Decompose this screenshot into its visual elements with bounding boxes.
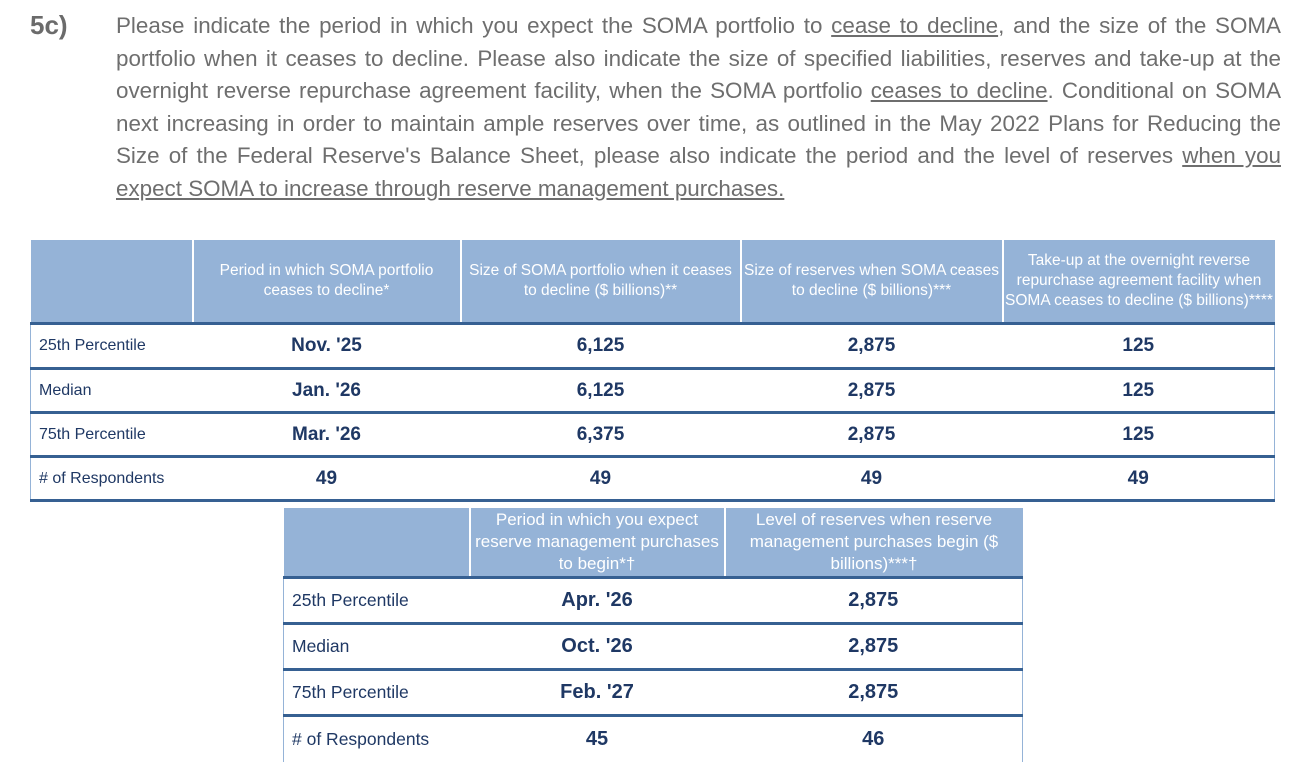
question-underlined-phrase: when you expect SOMA to increase through reserve management purchases. xyxy=(116,143,1281,201)
table-header-row xyxy=(284,508,1023,578)
table-cell: 125 xyxy=(1003,324,1275,369)
table-cell: Apr. '26 xyxy=(470,578,725,624)
table-row xyxy=(31,369,1275,413)
row-label: Median xyxy=(284,624,470,670)
table-cell: 6,125 xyxy=(461,369,741,413)
table-row xyxy=(31,413,1275,457)
row-label: Median xyxy=(31,369,193,413)
table-cell: 49 xyxy=(741,457,1003,501)
question-text-part: . Conditional on SOMA next increasing in order to maintain ample reserves over time, as outlined in the May 2022 Plans for Reducing the Size of the Federal Reserve's Balance Sheet, please also indicate the period and the level of reserves xyxy=(116,78,1281,168)
row-label: 75th Percentile xyxy=(31,413,193,457)
table-row xyxy=(284,624,1023,670)
table-row xyxy=(284,716,1023,762)
row-label: # of Respondents xyxy=(31,457,193,501)
table-row xyxy=(31,324,1275,369)
column-header: Period in which SOMA portfolio ceases to decline* xyxy=(193,240,461,324)
table-cell: Mar. '26 xyxy=(193,413,461,457)
soma-decline-table xyxy=(30,240,1275,502)
row-label: 75th Percentile xyxy=(284,670,470,716)
column-header: Take-up at the overnight reverse repurchase agreement facility when SOMA ceases to decline ($ billions)**** xyxy=(1003,240,1275,324)
column-header: Size of SOMA portfolio when it ceases to decline ($ billions)** xyxy=(461,240,741,324)
table-cell: 2,875 xyxy=(725,670,1023,716)
question-text-part: , and the size of the SOMA portfolio when it ceases to decline. Please also indicate the size of specified liabilities, reserves and take-up at the overnight reverse repurchase agreement facility, when the SOMA portfolio xyxy=(116,13,1281,103)
table-cell: Jan. '26 xyxy=(193,369,461,413)
table-cell: 49 xyxy=(193,457,461,501)
row-label-header xyxy=(284,508,470,578)
table-cell: Feb. '27 xyxy=(470,670,725,716)
question-underlined-phrase: cease to decline xyxy=(831,13,998,38)
column-header: Level of reserves when reserve management purchases begin ($ billions)***† xyxy=(725,508,1023,578)
table-cell: Nov. '25 xyxy=(193,324,461,369)
table-header-row xyxy=(31,240,1275,324)
table-cell: 125 xyxy=(1003,413,1275,457)
table-cell: 2,875 xyxy=(741,369,1003,413)
table-cell: 46 xyxy=(725,716,1023,762)
question-number: 5c) xyxy=(30,10,68,41)
table-cell: 125 xyxy=(1003,369,1275,413)
table-cell: Oct. '26 xyxy=(470,624,725,670)
reserve-management-table xyxy=(283,508,1023,762)
table-row xyxy=(284,670,1023,716)
table-row xyxy=(284,578,1023,624)
row-label: 25th Percentile xyxy=(31,324,193,369)
table-cell: 6,125 xyxy=(461,324,741,369)
row-label: 25th Percentile xyxy=(284,578,470,624)
table-cell: 6,375 xyxy=(461,413,741,457)
table-cell: 49 xyxy=(1003,457,1275,501)
question-text xyxy=(116,10,1281,205)
table-cell: 2,875 xyxy=(725,578,1023,624)
table-row xyxy=(31,457,1275,501)
row-label-header xyxy=(31,240,193,324)
table-cell: 45 xyxy=(470,716,725,762)
table-cell: 49 xyxy=(461,457,741,501)
column-header: Size of reserves when SOMA ceases to decline ($ billions)*** xyxy=(741,240,1003,324)
table-cell: 2,875 xyxy=(725,624,1023,670)
question-text-part: Please indicate the period in which you expect the SOMA portfolio to xyxy=(116,13,831,38)
column-header: Period in which you expect reserve management purchases to begin*† xyxy=(470,508,725,578)
table-cell: 2,875 xyxy=(741,324,1003,369)
table-cell: 2,875 xyxy=(741,413,1003,457)
question-underlined-phrase: ceases to decline xyxy=(871,78,1048,103)
row-label: # of Respondents xyxy=(284,716,470,762)
